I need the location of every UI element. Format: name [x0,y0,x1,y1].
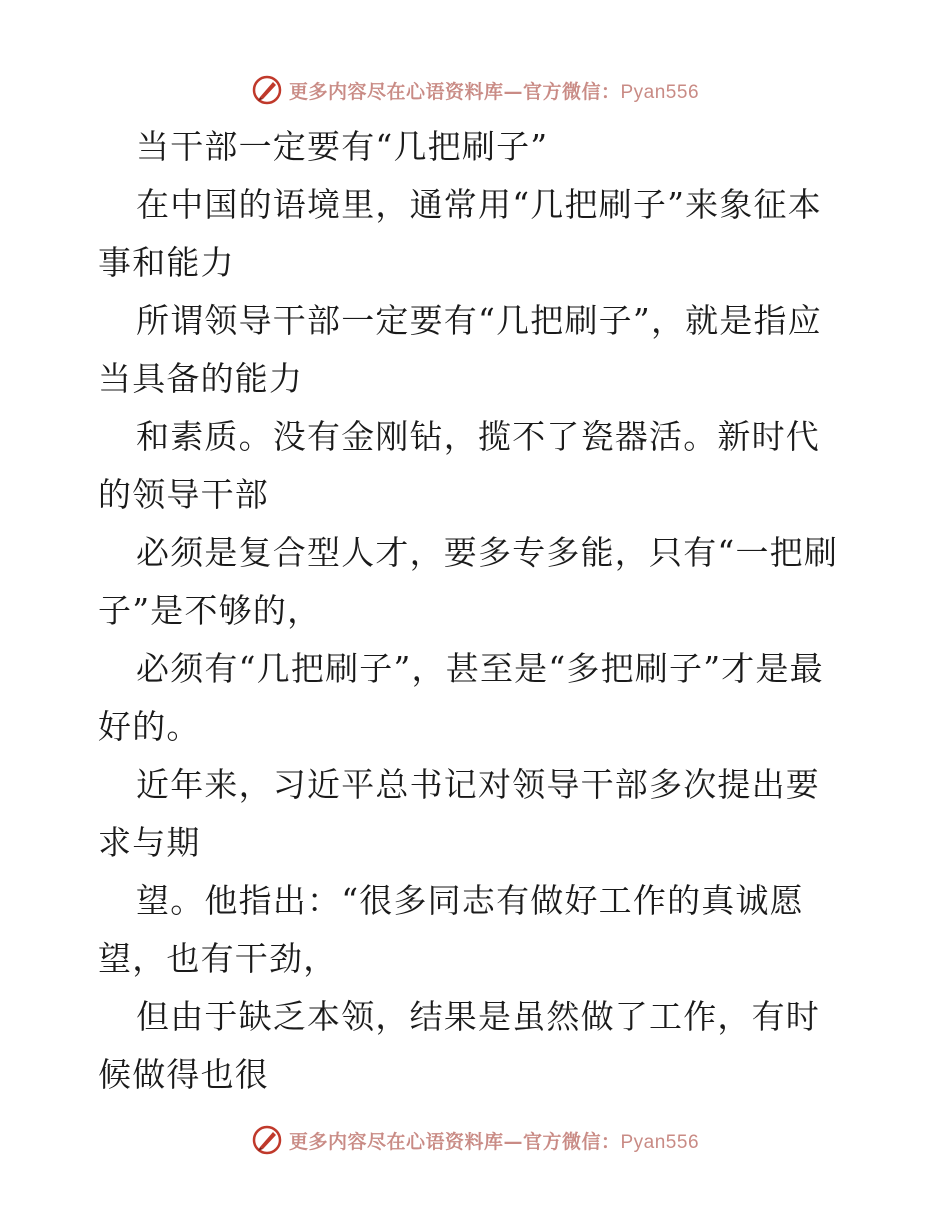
document-body [98,118,850,1104]
watermark-text: 更多内容尽在心语资料库—官方微信：Pyan556 [288,1130,700,1153]
quill-pen-logo-icon [251,1124,283,1156]
paragraph: 望。他指出：“很多同志有做好工作的真诚愿望，也有干劲， [98,881,804,978]
paragraph: 在中国的语境里，通常用“几把刷子”来象征本事和能力 [98,185,822,282]
footer-watermark [0,1120,950,1160]
paragraph: 必须是复合型人才，要多专多能，只有“一把刷子”是不够的， [98,533,839,630]
paragraph: 但由于缺乏本领，结果是虽然做了工作，有时候做得也很 [98,997,820,1094]
paragraph: 必须有“几把刷子”，甚至是“多把刷子”才是最好的。 [98,649,824,746]
header-watermark [0,70,950,110]
paragraph: 和素质。没有金刚钻，揽不了瓷器活。新时代的领导干部 [98,417,820,514]
watermark-text: 更多内容尽在心语资料库—官方微信：Pyan556 [288,80,700,103]
quill-pen-logo-icon [251,74,283,106]
paragraph: 所谓领导干部一定要有“几把刷子”，就是指应当具备的能力 [98,301,822,398]
paragraph: 近年来，习近平总书记对领导干部多次提出要求与期 [98,765,820,862]
paragraph: 当干部一定要有“几把刷子” [136,127,549,166]
